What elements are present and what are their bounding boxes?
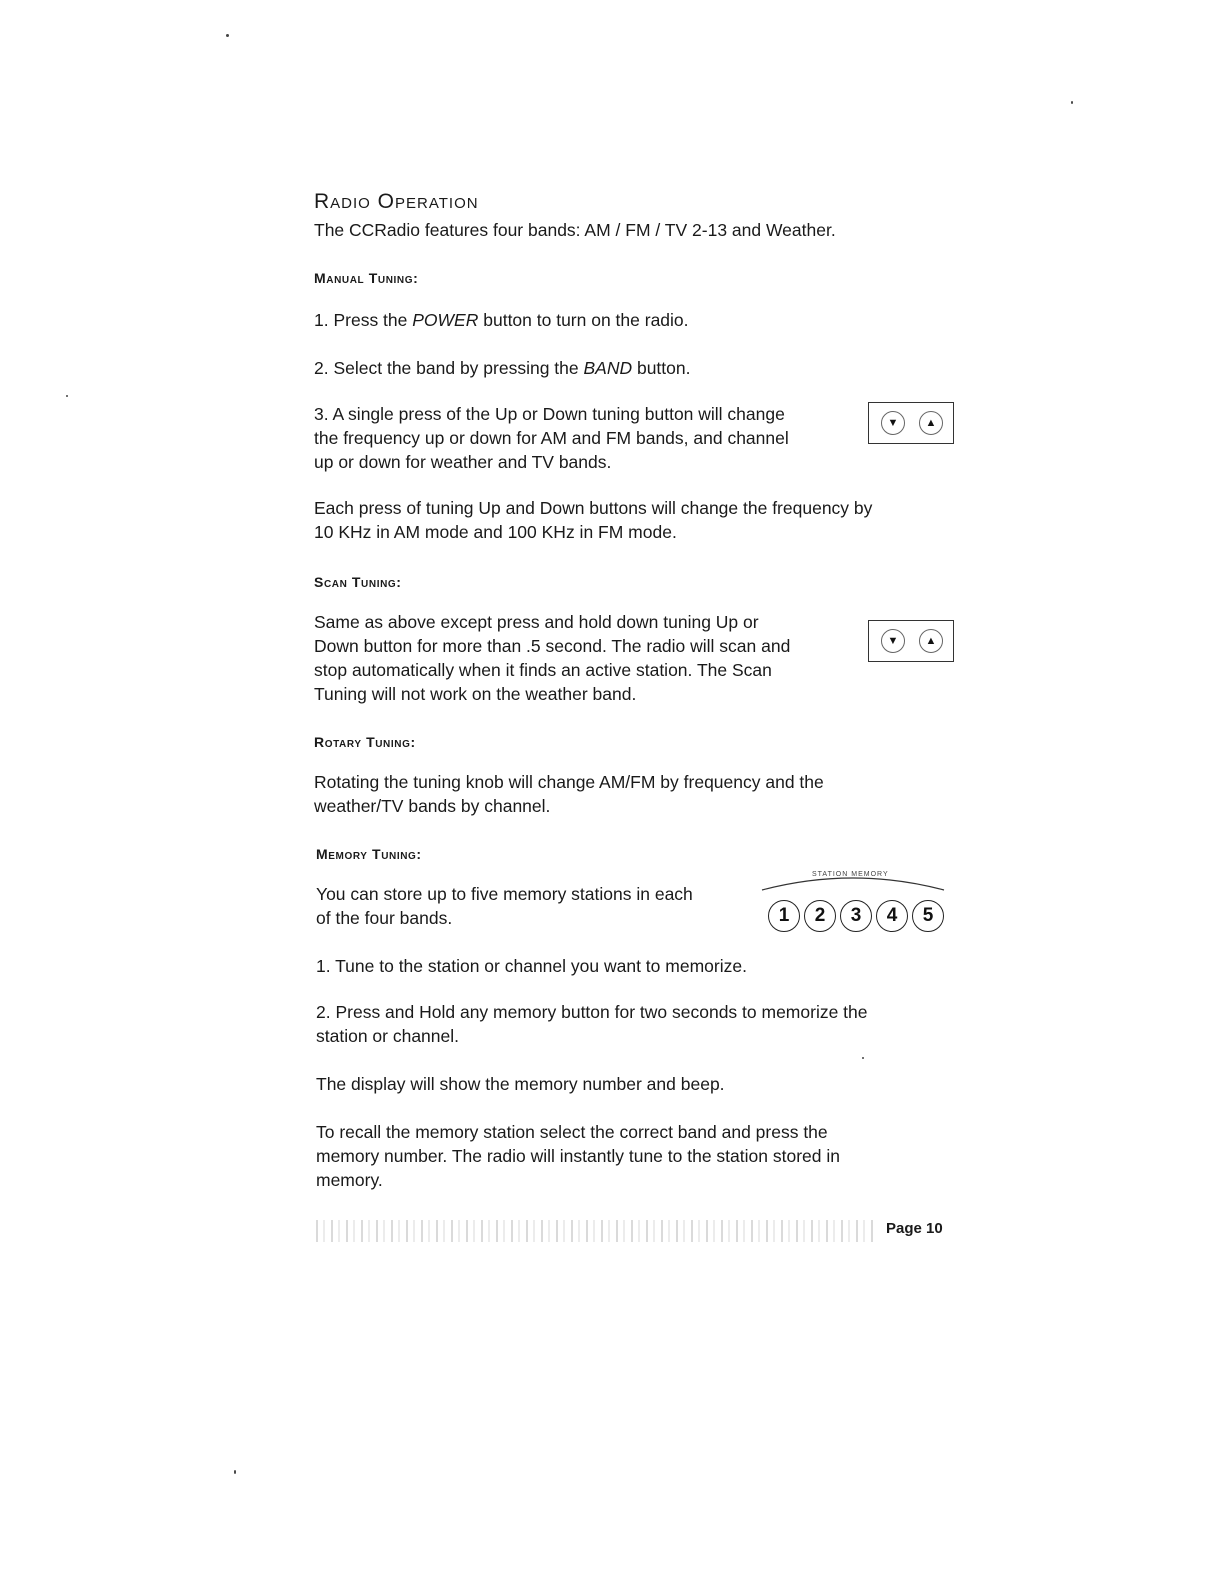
band-keyword: BAND	[583, 358, 633, 378]
memory-buttons	[768, 900, 944, 932]
down-arrow-icon: ▼	[881, 629, 905, 653]
manual-step-3-line: 3. A single press of the Up or Down tuning button will change	[314, 404, 785, 424]
down-arrow-icon: ▼	[881, 411, 905, 435]
tuning-note	[314, 496, 872, 544]
page-number: Page 10	[886, 1220, 943, 1237]
memory-tuning-heading: Memory Tuning:	[316, 846, 422, 862]
manual-step-3-line: up or down for weather and TV bands.	[314, 452, 612, 472]
manual-tuning-heading: Manual Tuning:	[314, 270, 419, 286]
rotary-tuning-text	[314, 770, 824, 818]
speck	[234, 1470, 236, 1474]
scan-tuning-line: Same as above except press and hold down tuning Up or	[314, 612, 759, 632]
manual-step-2-suffix: button.	[632, 358, 691, 378]
page-title: Radio Operation	[314, 190, 479, 213]
scan-tuning-line: stop automatically when it finds an active station. The Scan	[314, 660, 772, 680]
footer-scan-noise	[316, 1220, 876, 1242]
manual-step-3-line: the frequency up or down for AM and FM bands, and channel	[314, 428, 789, 448]
memory-intro-line: of the four bands.	[316, 908, 453, 928]
up-arrow-icon: ▲	[919, 629, 943, 653]
scan-buttons-illustration	[868, 620, 954, 662]
scan-tuning-heading: Scan Tuning:	[314, 574, 402, 590]
manual-step-2-prefix: 2. Select the band by pressing the	[314, 358, 584, 378]
tuning-note-line: 10 KHz in AM mode and 100 KHz in FM mode.	[314, 522, 677, 542]
rotary-tuning-line: weather/TV bands by channel.	[314, 796, 551, 816]
memory-step-1: 1. Tune to the station or channel you want to memorize.	[316, 956, 747, 976]
tuning-note-line: Each press of tuning Up and Down buttons will change the frequency by	[314, 498, 873, 518]
speck	[1071, 101, 1073, 104]
manual-step-2	[314, 356, 691, 380]
up-arrow-icon: ▲	[919, 411, 943, 435]
recall-text	[316, 1120, 840, 1192]
memory-button: 4	[876, 900, 908, 932]
recall-line: memory number. The radio will instantly tune to the station stored in	[316, 1146, 840, 1166]
display-note: The display will show the memory number and beep.	[316, 1074, 725, 1094]
memory-button: 2	[804, 900, 836, 932]
rotary-tuning-heading: Rotary Tuning:	[314, 734, 416, 750]
memory-step-2-line: 2. Press and Hold any memory button for two seconds to memorize the	[316, 1002, 868, 1022]
manual-step-1	[314, 308, 689, 332]
memory-step-2	[316, 1000, 868, 1048]
speck	[66, 395, 68, 397]
recall-line: To recall the memory station select the correct band and press the	[316, 1122, 828, 1142]
memory-button: 3	[840, 900, 872, 932]
memory-intro-line: You can store up to five memory stations in each	[316, 884, 693, 904]
scan-tuning-line: Tuning will not work on the weather band.	[314, 684, 637, 704]
manual-step-1-suffix: button to turn on the radio.	[478, 310, 689, 330]
intro-text: The CCRadio features four bands: AM / FM / TV 2-13 and Weather.	[314, 220, 836, 240]
manual-step-3	[314, 402, 789, 474]
recall-line: memory.	[316, 1170, 383, 1190]
memory-button: 5	[912, 900, 944, 932]
manual-step-1-prefix: 1. Press the	[314, 310, 413, 330]
tuning-buttons-illustration	[868, 402, 954, 444]
memory-step-2-line: station or channel.	[316, 1026, 460, 1046]
scan-tuning-line: Down button for more than .5 second. The radio will scan and	[314, 636, 791, 656]
power-keyword: POWER	[412, 310, 479, 330]
speck	[226, 34, 229, 37]
scan-tuning-text	[314, 610, 790, 706]
memory-intro	[316, 882, 693, 930]
speck	[862, 1057, 864, 1059]
memory-button: 1	[768, 900, 800, 932]
memory-panel-label: STATION MEMORY	[812, 871, 889, 878]
rotary-tuning-line: Rotating the tuning knob will change AM/FM by frequency and the	[314, 772, 824, 792]
